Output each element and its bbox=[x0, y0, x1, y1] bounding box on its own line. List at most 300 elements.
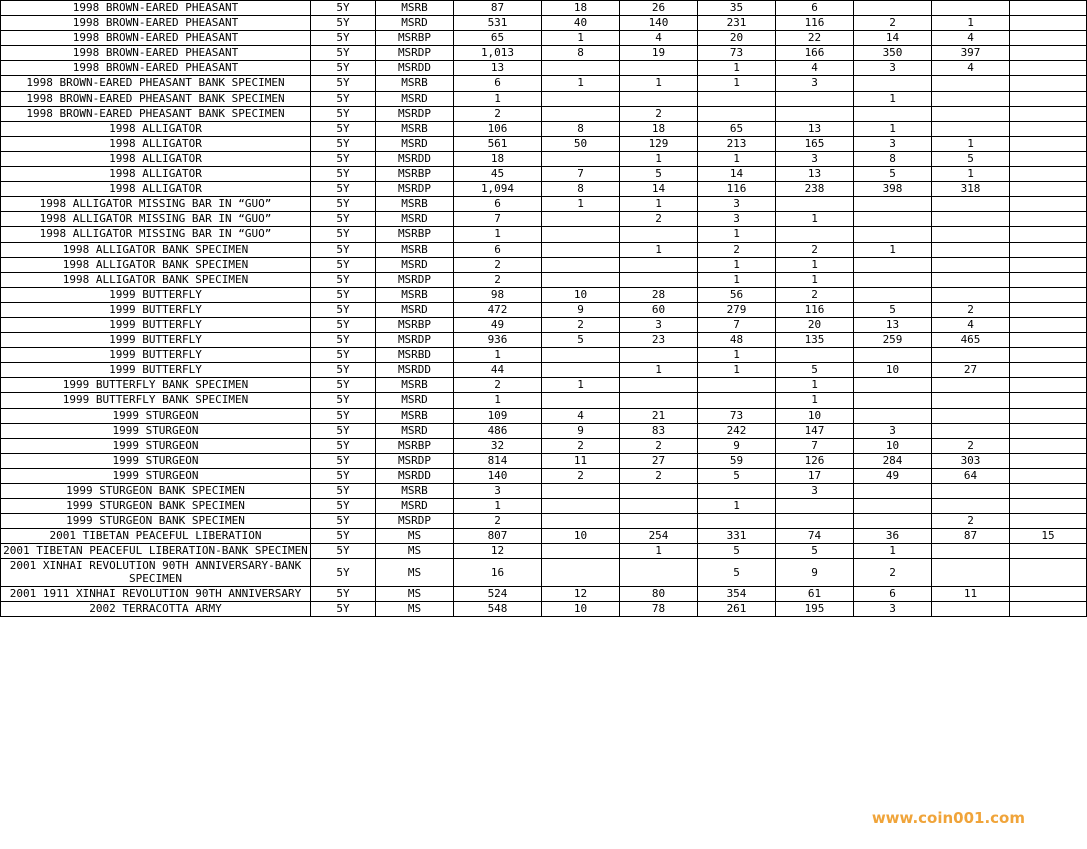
cell-v8 bbox=[1010, 76, 1087, 91]
cell-v6 bbox=[854, 514, 932, 529]
table-row bbox=[1, 408, 1087, 423]
cell-v1: 65 bbox=[454, 31, 542, 46]
table-row bbox=[1, 559, 1087, 586]
cell-v8 bbox=[1010, 468, 1087, 483]
cell-v3: 14 bbox=[620, 182, 698, 197]
cell-v5: 1 bbox=[776, 393, 854, 408]
cell-v5: 238 bbox=[776, 182, 854, 197]
table-row bbox=[1, 76, 1087, 91]
cell-v3: 2 bbox=[620, 212, 698, 227]
cell-name: 1998 ALLIGATOR MISSING BAR IN “GUO” bbox=[1, 197, 311, 212]
cell-name: 1999 BUTTERFLY BANK SPECIMEN bbox=[1, 378, 311, 393]
cell-grade: MSRD bbox=[376, 136, 454, 151]
cell-v7 bbox=[932, 257, 1010, 272]
cell-v1: 472 bbox=[454, 302, 542, 317]
cell-v3: 60 bbox=[620, 302, 698, 317]
cell-v4: 213 bbox=[698, 136, 776, 151]
cell-v3 bbox=[620, 348, 698, 363]
cell-v4: 73 bbox=[698, 408, 776, 423]
cell-v6 bbox=[854, 272, 932, 287]
cell-v5: 1 bbox=[776, 378, 854, 393]
table-row bbox=[1, 287, 1087, 302]
cell-v4: 5 bbox=[698, 468, 776, 483]
cell-denomination: 5Y bbox=[311, 167, 376, 182]
cell-v1: 18 bbox=[454, 151, 542, 166]
cell-denomination: 5Y bbox=[311, 136, 376, 151]
cell-v8 bbox=[1010, 136, 1087, 151]
cell-name: 1998 ALLIGATOR BANK SPECIMEN bbox=[1, 272, 311, 287]
cell-v3: 18 bbox=[620, 121, 698, 136]
cell-v1: 1 bbox=[454, 91, 542, 106]
table-row bbox=[1, 151, 1087, 166]
cell-v8 bbox=[1010, 559, 1087, 586]
cell-v7 bbox=[932, 378, 1010, 393]
table-row bbox=[1, 46, 1087, 61]
cell-v8 bbox=[1010, 544, 1087, 559]
cell-v5: 116 bbox=[776, 16, 854, 31]
cell-v4: 14 bbox=[698, 167, 776, 182]
cell-v3: 5 bbox=[620, 167, 698, 182]
cell-denomination: 5Y bbox=[311, 333, 376, 348]
cell-v6 bbox=[854, 484, 932, 499]
cell-v8 bbox=[1010, 257, 1087, 272]
cell-v2 bbox=[542, 559, 620, 586]
cell-v3: 1 bbox=[620, 242, 698, 257]
cell-grade: MSRBD bbox=[376, 348, 454, 363]
cell-denomination: 5Y bbox=[311, 1, 376, 16]
cell-denomination: 5Y bbox=[311, 227, 376, 242]
cell-grade: MSRB bbox=[376, 1, 454, 16]
cell-v7: 397 bbox=[932, 46, 1010, 61]
cell-grade: MSRD bbox=[376, 423, 454, 438]
cell-v6: 6 bbox=[854, 586, 932, 601]
table-row bbox=[1, 514, 1087, 529]
cell-v1: 140 bbox=[454, 468, 542, 483]
cell-v1: 1 bbox=[454, 499, 542, 514]
cell-v7 bbox=[932, 348, 1010, 363]
cell-v8 bbox=[1010, 31, 1087, 46]
cell-v6 bbox=[854, 408, 932, 423]
cell-denomination: 5Y bbox=[311, 453, 376, 468]
cell-denomination: 5Y bbox=[311, 197, 376, 212]
table-row bbox=[1, 423, 1087, 438]
cell-denomination: 5Y bbox=[311, 106, 376, 121]
cell-v4: 73 bbox=[698, 46, 776, 61]
cell-v7: 1 bbox=[932, 16, 1010, 31]
cell-v4: 35 bbox=[698, 1, 776, 16]
cell-v1: 2 bbox=[454, 272, 542, 287]
cell-v7 bbox=[932, 212, 1010, 227]
cell-v2 bbox=[542, 499, 620, 514]
cell-v6 bbox=[854, 227, 932, 242]
cell-denomination: 5Y bbox=[311, 601, 376, 616]
cell-v7: 27 bbox=[932, 363, 1010, 378]
cell-v3 bbox=[620, 393, 698, 408]
cell-v1: 32 bbox=[454, 438, 542, 453]
cell-grade: MSRDP bbox=[376, 46, 454, 61]
cell-grade: MS bbox=[376, 529, 454, 544]
cell-denomination: 5Y bbox=[311, 91, 376, 106]
cell-v1: 44 bbox=[454, 363, 542, 378]
cell-v1: 1,094 bbox=[454, 182, 542, 197]
cell-v6: 10 bbox=[854, 438, 932, 453]
cell-v2: 2 bbox=[542, 317, 620, 332]
cell-denomination: 5Y bbox=[311, 423, 376, 438]
cell-v8 bbox=[1010, 242, 1087, 257]
cell-v5: 116 bbox=[776, 302, 854, 317]
cell-name: 1999 BUTTERFLY bbox=[1, 333, 311, 348]
cell-v1: 6 bbox=[454, 76, 542, 91]
table-row bbox=[1, 333, 1087, 348]
cell-grade: MSRBP bbox=[376, 317, 454, 332]
cell-v4: 5 bbox=[698, 559, 776, 586]
cell-v6: 3 bbox=[854, 61, 932, 76]
cell-v3: 254 bbox=[620, 529, 698, 544]
cell-v8 bbox=[1010, 272, 1087, 287]
cell-v4: 48 bbox=[698, 333, 776, 348]
cell-v2: 1 bbox=[542, 197, 620, 212]
cell-v1: 486 bbox=[454, 423, 542, 438]
cell-v4: 65 bbox=[698, 121, 776, 136]
table-row bbox=[1, 393, 1087, 408]
cell-v3 bbox=[620, 91, 698, 106]
cell-v4: 56 bbox=[698, 287, 776, 302]
cell-denomination: 5Y bbox=[311, 393, 376, 408]
cell-v5: 22 bbox=[776, 31, 854, 46]
cell-v4 bbox=[698, 393, 776, 408]
cell-v6 bbox=[854, 197, 932, 212]
cell-denomination: 5Y bbox=[311, 151, 376, 166]
cell-denomination: 5Y bbox=[311, 257, 376, 272]
cell-v6 bbox=[854, 106, 932, 121]
cell-v2 bbox=[542, 393, 620, 408]
cell-v6 bbox=[854, 499, 932, 514]
cell-grade: MSRB bbox=[376, 408, 454, 423]
cell-v4: 1 bbox=[698, 348, 776, 363]
cell-v6: 2 bbox=[854, 559, 932, 586]
cell-v3 bbox=[620, 484, 698, 499]
cell-v3: 28 bbox=[620, 287, 698, 302]
cell-v2: 40 bbox=[542, 16, 620, 31]
cell-name: 1998 BROWN-EARED PHEASANT bbox=[1, 61, 311, 76]
cell-v8 bbox=[1010, 16, 1087, 31]
cell-v1: 6 bbox=[454, 242, 542, 257]
cell-v2 bbox=[542, 272, 620, 287]
cell-v4: 1 bbox=[698, 76, 776, 91]
cell-v5: 3 bbox=[776, 151, 854, 166]
cell-name: 1999 BUTTERFLY bbox=[1, 302, 311, 317]
cell-v6: 1 bbox=[854, 91, 932, 106]
cell-denomination: 5Y bbox=[311, 61, 376, 76]
cell-grade: MSRDD bbox=[376, 61, 454, 76]
cell-v3 bbox=[620, 257, 698, 272]
table-row bbox=[1, 227, 1087, 242]
cell-v5: 13 bbox=[776, 121, 854, 136]
table-row bbox=[1, 529, 1087, 544]
cell-v8 bbox=[1010, 197, 1087, 212]
cell-v7 bbox=[932, 423, 1010, 438]
cell-v2: 7 bbox=[542, 167, 620, 182]
cell-v8 bbox=[1010, 378, 1087, 393]
cell-v1: 1 bbox=[454, 348, 542, 363]
cell-v3: 23 bbox=[620, 333, 698, 348]
cell-v8 bbox=[1010, 106, 1087, 121]
cell-v5: 2 bbox=[776, 287, 854, 302]
cell-v6: 49 bbox=[854, 468, 932, 483]
cell-denomination: 5Y bbox=[311, 46, 376, 61]
cell-v3: 1 bbox=[620, 544, 698, 559]
cell-v1: 13 bbox=[454, 61, 542, 76]
cell-v5: 1 bbox=[776, 212, 854, 227]
cell-v1: 936 bbox=[454, 333, 542, 348]
cell-v8 bbox=[1010, 348, 1087, 363]
cell-v6: 10 bbox=[854, 363, 932, 378]
table-row bbox=[1, 302, 1087, 317]
cell-name: 1999 STURGEON bbox=[1, 468, 311, 483]
cell-v3: 27 bbox=[620, 453, 698, 468]
cell-denomination: 5Y bbox=[311, 31, 376, 46]
table-row bbox=[1, 586, 1087, 601]
cell-v2 bbox=[542, 348, 620, 363]
cell-v3: 21 bbox=[620, 408, 698, 423]
cell-v4 bbox=[698, 484, 776, 499]
cell-grade: MS bbox=[376, 601, 454, 616]
cell-v2: 1 bbox=[542, 378, 620, 393]
table-row bbox=[1, 136, 1087, 151]
cell-v7: 64 bbox=[932, 468, 1010, 483]
cell-v2: 9 bbox=[542, 423, 620, 438]
table-row bbox=[1, 182, 1087, 197]
cell-v4 bbox=[698, 106, 776, 121]
cell-v7: 2 bbox=[932, 302, 1010, 317]
cell-v7 bbox=[932, 559, 1010, 586]
table-row bbox=[1, 438, 1087, 453]
cell-v6 bbox=[854, 212, 932, 227]
site-watermark: www.coin001.com bbox=[871, 809, 1025, 827]
table-row bbox=[1, 601, 1087, 616]
cell-name: 2001 TIBETAN PEACEFUL LIBERATION bbox=[1, 529, 311, 544]
cell-name: 1998 ALLIGATOR bbox=[1, 136, 311, 151]
cell-v3 bbox=[620, 272, 698, 287]
cell-v5: 2 bbox=[776, 242, 854, 257]
cell-v1: 12 bbox=[454, 544, 542, 559]
cell-v6: 350 bbox=[854, 46, 932, 61]
cell-v8: 15 bbox=[1010, 529, 1087, 544]
cell-name: 2001 TIBETAN PEACEFUL LIBERATION-BANK SPECIMEN bbox=[1, 544, 311, 559]
cell-grade: MSRBP bbox=[376, 31, 454, 46]
cell-denomination: 5Y bbox=[311, 348, 376, 363]
table-row bbox=[1, 106, 1087, 121]
cell-v2: 4 bbox=[542, 408, 620, 423]
cell-name: 1998 ALLIGATOR bbox=[1, 182, 311, 197]
cell-v6: 5 bbox=[854, 302, 932, 317]
cell-name: 1998 BROWN-EARED PHEASANT BANK SPECIMEN bbox=[1, 76, 311, 91]
cell-v4: 9 bbox=[698, 438, 776, 453]
cell-grade: MSRDP bbox=[376, 453, 454, 468]
cell-v1: 531 bbox=[454, 16, 542, 31]
cell-v6: 5 bbox=[854, 167, 932, 182]
cell-v7 bbox=[932, 601, 1010, 616]
cell-v8 bbox=[1010, 167, 1087, 182]
cell-v2 bbox=[542, 257, 620, 272]
cell-v2: 8 bbox=[542, 182, 620, 197]
cell-denomination: 5Y bbox=[311, 16, 376, 31]
cell-v3: 1 bbox=[620, 76, 698, 91]
cell-v7: 1 bbox=[932, 167, 1010, 182]
cell-v5: 61 bbox=[776, 586, 854, 601]
cell-denomination: 5Y bbox=[311, 121, 376, 136]
cell-v2: 9 bbox=[542, 302, 620, 317]
cell-v6: 36 bbox=[854, 529, 932, 544]
cell-denomination: 5Y bbox=[311, 514, 376, 529]
cell-denomination: 5Y bbox=[311, 484, 376, 499]
cell-v5 bbox=[776, 227, 854, 242]
cell-v4: 3 bbox=[698, 197, 776, 212]
cell-v2: 11 bbox=[542, 453, 620, 468]
cell-v4: 242 bbox=[698, 423, 776, 438]
cell-v3: 2 bbox=[620, 468, 698, 483]
cell-v8 bbox=[1010, 287, 1087, 302]
cell-name: 2001 1911 XINHAI REVOLUTION 90TH ANNIVERSARY bbox=[1, 586, 311, 601]
cell-v5: 1 bbox=[776, 257, 854, 272]
cell-name: 1998 ALLIGATOR MISSING BAR IN “GUO” bbox=[1, 227, 311, 242]
cell-grade: MSRB bbox=[376, 378, 454, 393]
cell-denomination: 5Y bbox=[311, 529, 376, 544]
cell-name: 1999 STURGEON bbox=[1, 408, 311, 423]
cell-grade: MSRDP bbox=[376, 182, 454, 197]
cell-grade: MSRBP bbox=[376, 227, 454, 242]
cell-v7 bbox=[932, 484, 1010, 499]
cell-v1: 2 bbox=[454, 514, 542, 529]
cell-v7: 465 bbox=[932, 333, 1010, 348]
cell-v2: 8 bbox=[542, 46, 620, 61]
cell-v4: 2 bbox=[698, 242, 776, 257]
cell-v8 bbox=[1010, 363, 1087, 378]
cell-denomination: 5Y bbox=[311, 182, 376, 197]
cell-v1: 561 bbox=[454, 136, 542, 151]
cell-v3: 78 bbox=[620, 601, 698, 616]
cell-name: 1998 BROWN-EARED PHEASANT bbox=[1, 31, 311, 46]
cell-v6 bbox=[854, 393, 932, 408]
cell-v1: 16 bbox=[454, 559, 542, 586]
cell-denomination: 5Y bbox=[311, 468, 376, 483]
cell-v1: 2 bbox=[454, 257, 542, 272]
cell-v5: 7 bbox=[776, 438, 854, 453]
cell-v2: 1 bbox=[542, 31, 620, 46]
cell-name: 1999 STURGEON bbox=[1, 438, 311, 453]
cell-grade: MSRD bbox=[376, 302, 454, 317]
cell-name: 2001 XINHAI REVOLUTION 90TH ANNIVERSARY-BANK SPECIMEN bbox=[1, 559, 311, 586]
cell-v7 bbox=[932, 106, 1010, 121]
cell-v6: 398 bbox=[854, 182, 932, 197]
cell-v4: 20 bbox=[698, 31, 776, 46]
cell-v1: 2 bbox=[454, 106, 542, 121]
cell-v5: 3 bbox=[776, 484, 854, 499]
cell-v5 bbox=[776, 514, 854, 529]
cell-v7 bbox=[932, 1, 1010, 16]
cell-v6: 284 bbox=[854, 453, 932, 468]
cell-v7: 1 bbox=[932, 136, 1010, 151]
cell-grade: MS bbox=[376, 559, 454, 586]
cell-v3: 140 bbox=[620, 16, 698, 31]
cell-v7: 4 bbox=[932, 61, 1010, 76]
cell-v3: 1 bbox=[620, 197, 698, 212]
table-row bbox=[1, 121, 1087, 136]
cell-denomination: 5Y bbox=[311, 287, 376, 302]
cell-v2 bbox=[542, 106, 620, 121]
cell-denomination: 5Y bbox=[311, 408, 376, 423]
cell-name: 1999 BUTTERFLY bbox=[1, 348, 311, 363]
cell-v5: 126 bbox=[776, 453, 854, 468]
cell-name: 1999 STURGEON BANK SPECIMEN bbox=[1, 514, 311, 529]
cell-denomination: 5Y bbox=[311, 76, 376, 91]
cell-grade: MSRDD bbox=[376, 151, 454, 166]
cell-grade: MSRD bbox=[376, 499, 454, 514]
cell-name: 1998 BROWN-EARED PHEASANT bbox=[1, 1, 311, 16]
table-body bbox=[1, 1, 1087, 617]
cell-v3: 2 bbox=[620, 106, 698, 121]
cell-denomination: 5Y bbox=[311, 302, 376, 317]
cell-v4: 1 bbox=[698, 499, 776, 514]
cell-grade: MSRB bbox=[376, 197, 454, 212]
cell-v3 bbox=[620, 227, 698, 242]
cell-v2 bbox=[542, 363, 620, 378]
cell-v2: 50 bbox=[542, 136, 620, 151]
cell-v3: 26 bbox=[620, 1, 698, 16]
cell-v7 bbox=[932, 393, 1010, 408]
cell-v2 bbox=[542, 91, 620, 106]
cell-denomination: 5Y bbox=[311, 586, 376, 601]
cell-v1: 524 bbox=[454, 586, 542, 601]
cell-v4: 1 bbox=[698, 227, 776, 242]
cell-v5: 4 bbox=[776, 61, 854, 76]
cell-v1: 1,013 bbox=[454, 46, 542, 61]
cell-v8 bbox=[1010, 499, 1087, 514]
cell-v4: 1 bbox=[698, 363, 776, 378]
cell-grade: MSRBP bbox=[376, 167, 454, 182]
cell-v7: 303 bbox=[932, 453, 1010, 468]
cell-v6 bbox=[854, 257, 932, 272]
cell-v8 bbox=[1010, 227, 1087, 242]
cell-grade: MSRD bbox=[376, 91, 454, 106]
cell-v7: 2 bbox=[932, 438, 1010, 453]
cell-denomination: 5Y bbox=[311, 438, 376, 453]
cell-v5: 5 bbox=[776, 363, 854, 378]
cell-v6: 13 bbox=[854, 317, 932, 332]
cell-v8 bbox=[1010, 408, 1087, 423]
cell-v3 bbox=[620, 378, 698, 393]
cell-v4: 7 bbox=[698, 317, 776, 332]
cell-v5: 3 bbox=[776, 76, 854, 91]
table-row bbox=[1, 1, 1087, 16]
cell-v4: 1 bbox=[698, 151, 776, 166]
cell-name: 1998 ALLIGATOR bbox=[1, 151, 311, 166]
cell-v1: 807 bbox=[454, 529, 542, 544]
cell-v8 bbox=[1010, 212, 1087, 227]
cell-name: 1998 ALLIGATOR MISSING BAR IN “GUO” bbox=[1, 212, 311, 227]
cell-v8 bbox=[1010, 333, 1087, 348]
cell-v3: 129 bbox=[620, 136, 698, 151]
cell-grade: MSRB bbox=[376, 121, 454, 136]
cell-v8 bbox=[1010, 484, 1087, 499]
cell-v6: 14 bbox=[854, 31, 932, 46]
cell-v8 bbox=[1010, 151, 1087, 166]
cell-v8 bbox=[1010, 91, 1087, 106]
cell-v5 bbox=[776, 197, 854, 212]
cell-v5: 195 bbox=[776, 601, 854, 616]
cell-name: 1999 BUTTERFLY BANK SPECIMEN bbox=[1, 393, 311, 408]
cell-v2: 10 bbox=[542, 287, 620, 302]
